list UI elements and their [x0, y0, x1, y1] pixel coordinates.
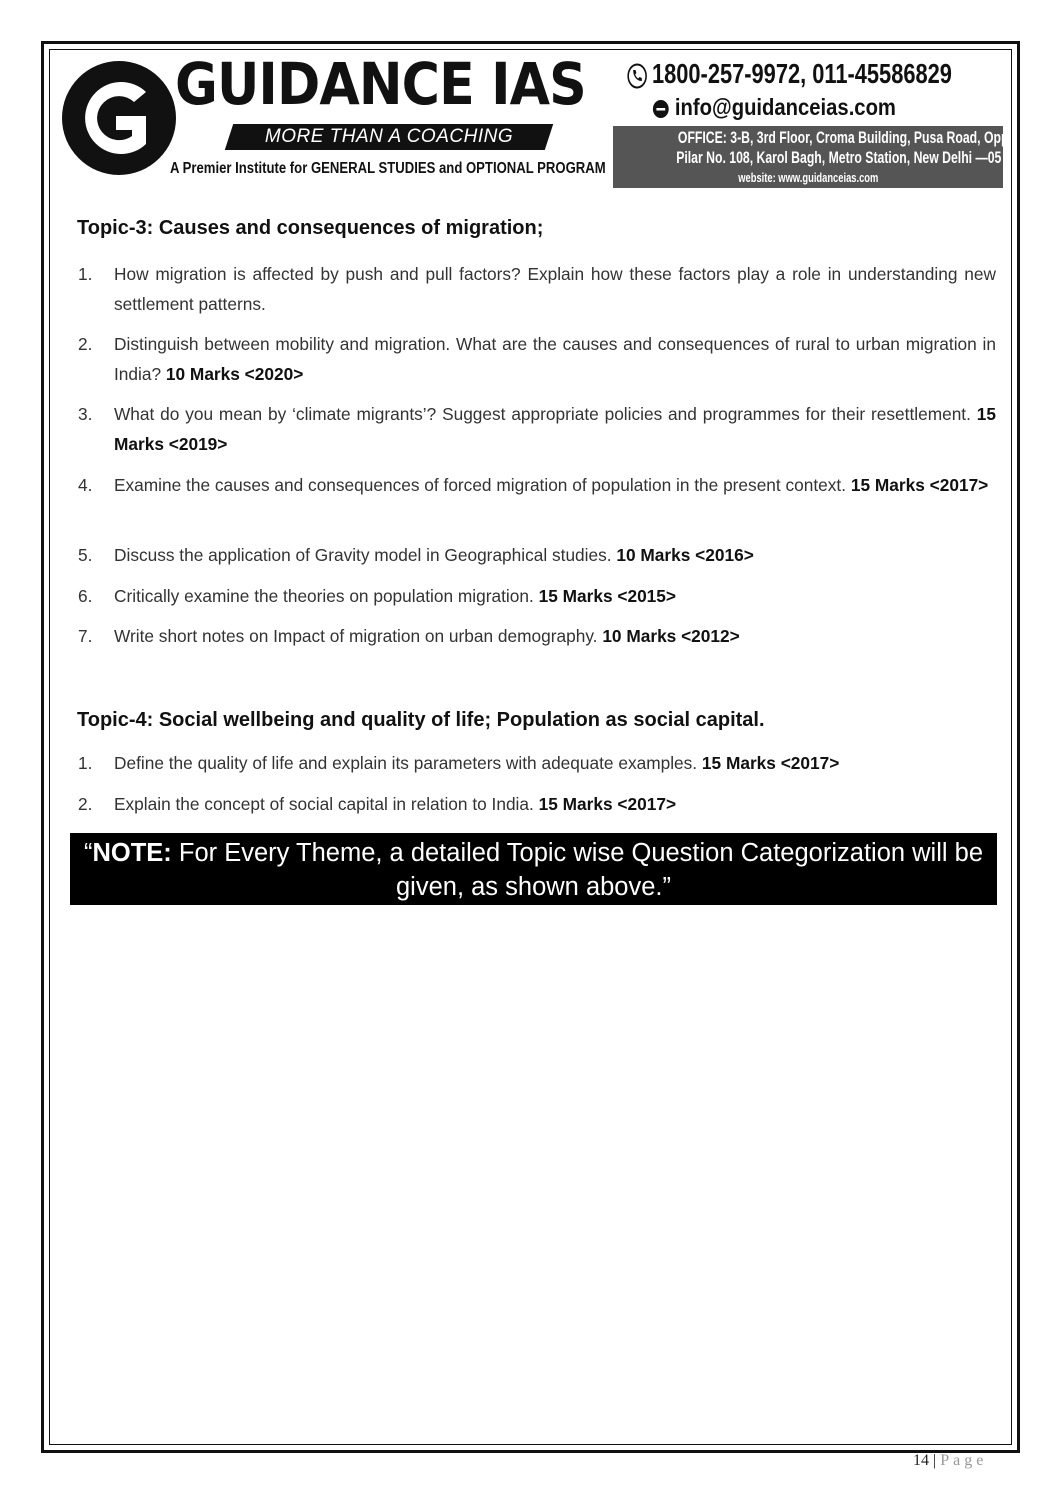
list-item: 1. Define the quality of life and explain its parameters with adequate examples. 15 Marks <2017> — [78, 753, 840, 773]
email-address: info@guidanceias.com — [674, 94, 896, 120]
page-number: 14 — [913, 1452, 929, 1469]
phone-icon — [627, 63, 647, 89]
marks-label: 15 Marks <2017> — [850, 475, 989, 495]
office-address-line1: OFFICE: 3-B, 3rd Floor, Croma Building, Pusa Road, Opp. — [677, 128, 1012, 147]
marks-label: 10 Marks <2020> — [165, 364, 304, 384]
tagline: MORE THAN A COACHING — [264, 126, 514, 147]
footer-separator: | — [933, 1452, 937, 1469]
email-row — [652, 94, 896, 121]
topic-3-heading: Topic-3: Causes and consequences of migration; — [77, 217, 544, 239]
email-icon — [652, 99, 670, 119]
list-item: 5. Discuss the application of Gravity model in Geographical studies. 10 Marks <2016> — [78, 545, 754, 565]
website-text: website: www.guidanceias.com — [737, 170, 879, 185]
marks-label: 15 Marks <2017> — [538, 794, 677, 814]
office-address-box — [613, 126, 1012, 188]
note-text: For Every Theme, a detailed Topic wise Question Categorization will be given, as shown above.” — [171, 839, 984, 901]
marks-label: 10 Marks <2012> — [602, 626, 740, 646]
brand-title: GUIDANCE IAS — [175, 50, 586, 118]
list-item: 4. Examine the causes and consequences of forced migration of population in the present context. 15 Marks <2017> — [78, 475, 989, 495]
marks-label: 10 Marks <2016> — [616, 545, 754, 565]
list-item: 3. What do you mean by ‘climate migrants’? Suggest appropriate policies and programmes for their resettlement. 15 Marks <2019> — [78, 404, 996, 454]
phone-row — [627, 58, 952, 90]
logo-g-icon — [60, 56, 178, 180]
list-item: 2. Explain the concept of social capital in relation to India. 15 Marks <2017> — [78, 794, 677, 814]
marks-label: 15 Marks <2019> — [114, 404, 996, 454]
marks-label: 15 Marks <2017> — [701, 753, 840, 773]
phone-numbers: 1800-257-9972, 011-45586829 — [651, 58, 952, 89]
list-item: 7. Write short notes on Impact of migration on urban demography. 10 Marks <2012> — [78, 626, 740, 646]
marks-label: 15 Marks <2015> — [538, 586, 676, 606]
office-address-line2: Pilar No. 108, Karol Bagh, Metro Station, New Delhi —05 — [676, 148, 1002, 167]
page-word: Page — [940, 1452, 988, 1469]
topic-4-heading: Topic-4: Social wellbeing and quality of life; Population as social capital. — [77, 709, 765, 731]
institute-subtitle: A Premier Institute for GENERAL STUDIES and OPTIONAL PROGRAM — [170, 160, 606, 177]
list-item: 1. How migration is affected by push and pull factors? Explain how these factors play a role in understanding new settlement patterns. — [78, 264, 996, 314]
header-banner — [60, 50, 1012, 196]
note-banner: “NOTE: For Every Theme, a detailed Topic wise Question Categorization will be given, as shown above.” — [70, 833, 997, 905]
page-footer — [913, 1452, 987, 1470]
list-item: 6. Critically examine the theories on population migration. 15 Marks <2015> — [78, 586, 676, 606]
note-label: NOTE: — [92, 839, 172, 867]
list-item: 2. Distinguish between mobility and migration. What are the causes and consequences of rural to urban migration in India? 10 Marks <2020> — [78, 334, 996, 384]
